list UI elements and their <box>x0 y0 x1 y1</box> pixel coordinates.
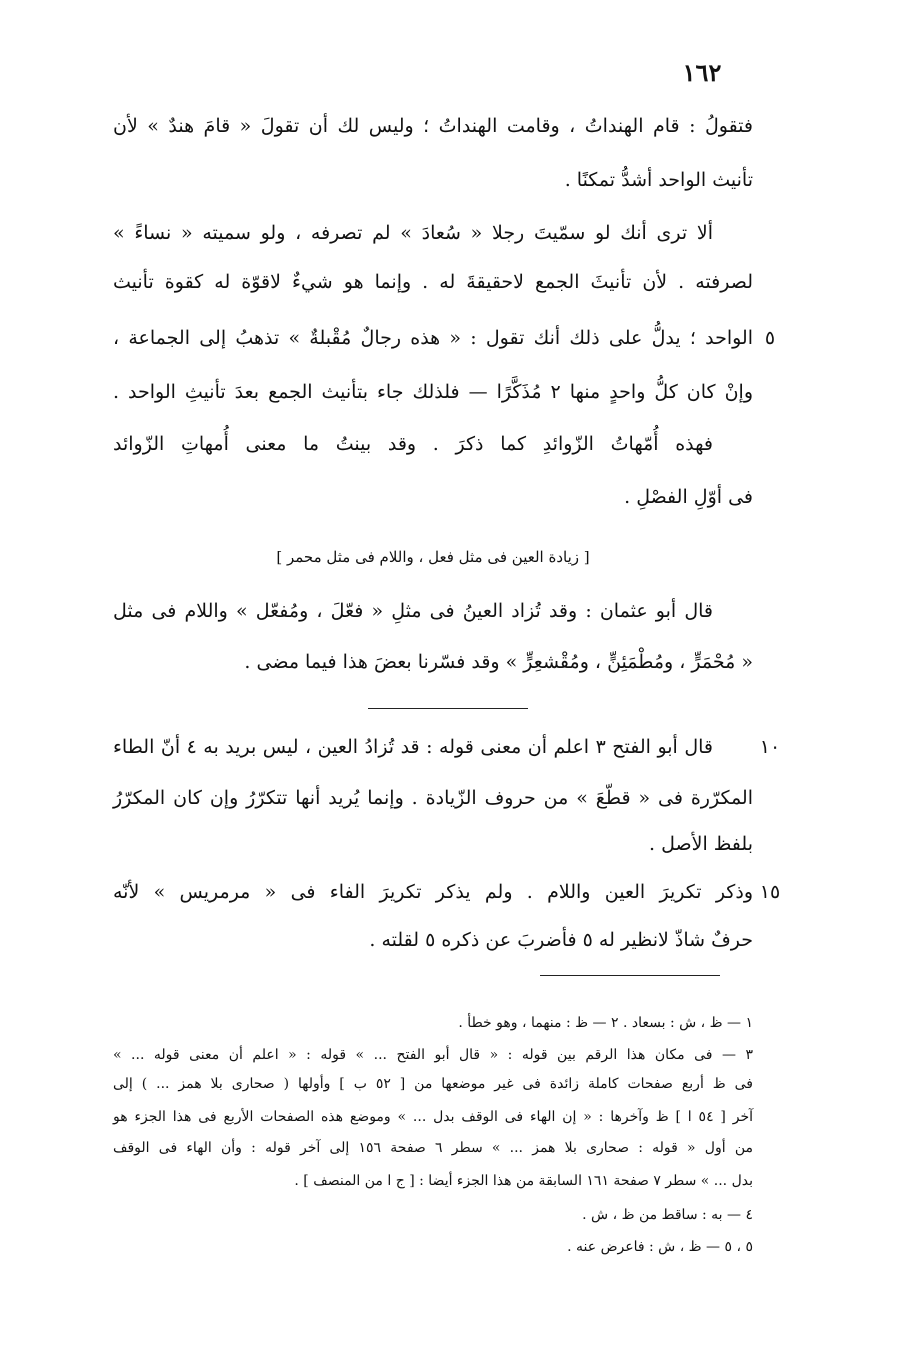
footnote-line: فى ظ أربع صفحات كاملة زائدة فى غير موضعها من [ ٥٢ ب ] وأولها ( صحارى بلا همز ... ) إلى <box>113 1076 754 1092</box>
footnote-line: بدل ... » سطر ٧ صفحة ١٦١ السابقة من هذا الجزء أيضا : [ ج ا من المنصف ] . <box>294 1173 753 1189</box>
line-number: ١٥ <box>759 881 781 903</box>
text-line: فى أوّلِ الفصْلِ . <box>624 486 753 508</box>
text-line: قال أبو عثمان : وقد تُزاد العينُ فى مثلِ « فعّلَ ، ومُفعّل » واللام فى مثل <box>113 600 713 622</box>
footnote-line: من أول « قوله : صحارى بلا همز ... » سطر ٦ صفحة ١٥٦ إلى آخر قوله : وأن الهاء فى الوقف <box>113 1140 753 1156</box>
footnote-line: ٣ — فى مكان هذا الرقم بين قوله : « قال أبو الفتح ... » قوله : « اعلم أن معنى قوله ... » <box>113 1047 753 1063</box>
footnote-line: ١ — ظ ، ش : بسعاد . ٢ — ظ : منهما ، وهو خطأ . <box>458 1015 753 1031</box>
text-line: فهذه أُمّهاتُ الزّوائدِ كما ذكرَ . وقد بينتُ ما معنى أُمهاتِ الزّوائد <box>113 433 713 455</box>
footnote-rule <box>540 975 720 976</box>
text-line: الواحد ؛ يدلُّ على ذلك أنك تقول : « هذه رجالٌ مُقْبلةٌ » تذهبُ إلى الجماعة ، <box>113 327 753 349</box>
text-line: حرفٌ شاذّ لانظير له ٥ فأضربَ عن ذكره ٥ لقلته . <box>369 929 753 951</box>
footnote-line: آخر [ ٥٤ ا ] ظ وآخرها : « إن الهاء فى الوقف بدل ... » وموضع هذه الصفحات الأربع فى هذا الجزء هو <box>113 1109 753 1125</box>
text-line: « مُحْمَرٍّ ، ومُطْمَئِنٍّ ، ومُقْشعِرٍّ » وقد فسّرنا بعضَ هذا فيما مضى . <box>244 651 753 673</box>
text-line: بلفظ الأصل . <box>649 833 753 855</box>
text-line: المكرّرة فى « قطّعَ » من حروف الزّيادة . وإنما يُريد أنها تتكرّرُ وإن كان المكرّرُ <box>113 787 753 809</box>
line-number: ٥ <box>764 327 776 349</box>
text-line: تأنيث الواحد أشدُّ تمكنًا . <box>564 169 753 191</box>
text-line: فتقولُ : قام الهنداتُ ، وقامت الهنداتُ ؛ وليس لك أن تقولَ « قامَ هندٌ » لأن <box>113 115 753 137</box>
footnote-line: ٥ ، ٥ — ظ ، ش : فاعرض عنه . <box>567 1239 753 1255</box>
text-line: لصرفته . لأن تأنيثَ الجمع لاحقيقةَ له . وإنما هو شيءٌ لاقوّة له كقوة تأنيث <box>113 271 753 293</box>
text-line: وذكر تكريرَ العين واللام . ولم يذكر تكريرَ الفاء فى « مرمريس » لأنّه <box>113 881 753 903</box>
footnote-line: ٤ — به : ساقط من ظ ، ش . <box>582 1207 753 1223</box>
separator-rule <box>368 708 528 709</box>
text-line: قال أبو الفتح ٣ اعلم أن معنى قوله : قد تُزادُ العين ، ليس بريد به ٤ أنّ الطاء <box>113 736 713 758</box>
text-line: وإنْ كان كلُّ واحدٍ منها ٢ مُذَكَّرًا — فلذلك جاء بتأنيث الجمع بعدَ تأنيثِ الواحد . <box>113 381 753 403</box>
text-line: ألا ترى أنك لو سمّيتَ رجلا « سُعادَ » لم تصرفه ، ولو سميته « نساءً » <box>113 222 713 244</box>
section-heading: [ زيادة العين فى مثل فعل ، واللام فى مثل محمر ] <box>276 548 590 566</box>
line-number: ١٠ <box>759 736 781 758</box>
page-number: ١٦٢ <box>682 58 722 87</box>
